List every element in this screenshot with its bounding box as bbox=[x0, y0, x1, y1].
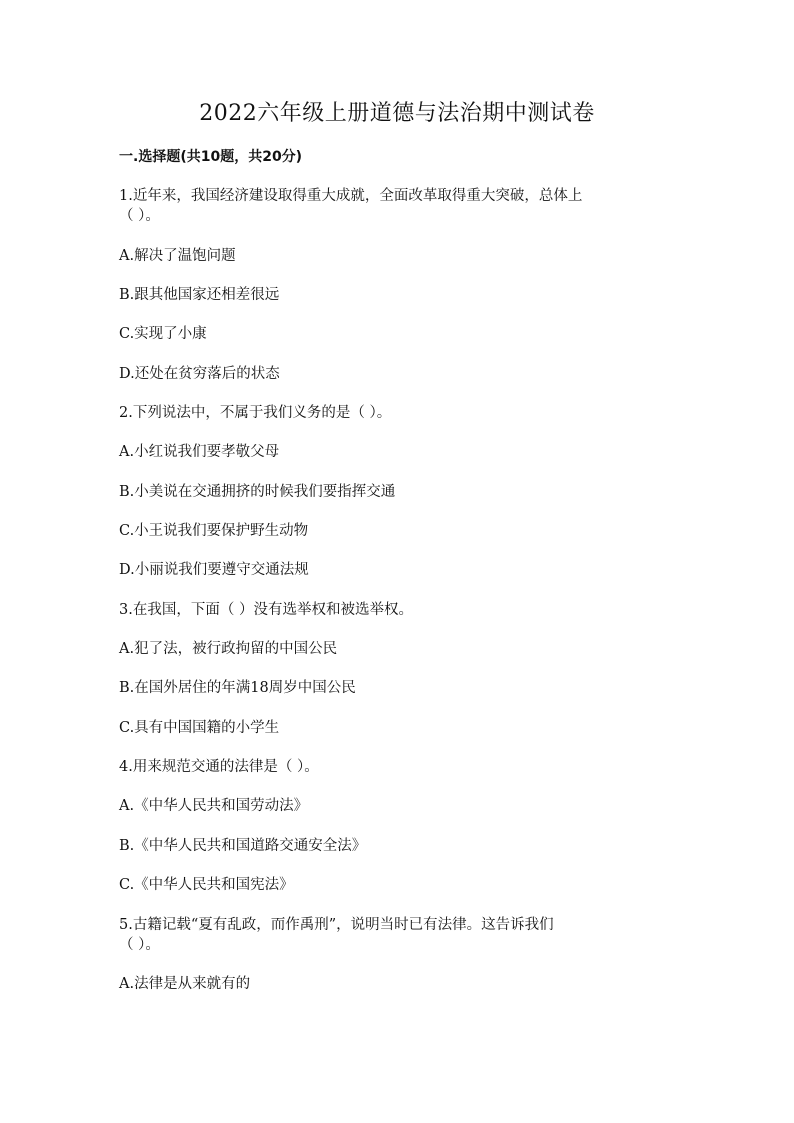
question-3-option-c: C.具有中国国籍的小学生 bbox=[119, 720, 280, 736]
question-1-option-a: A.解决了温饱问题 bbox=[119, 248, 236, 264]
question-5-text: 5.古籍记载“夏有乱政，而作禹刑”，说明当时已有法律。这告诉我们 bbox=[119, 917, 554, 933]
question-2-text: 2.下列说法中，不属于我们义务的是（ ）。 bbox=[119, 405, 392, 421]
question-1-option-b: B.跟其他国家还相差很远 bbox=[119, 287, 280, 303]
question-3-text: 3.在我国，下面（ ）没有选举权和被选举权。 bbox=[119, 602, 413, 618]
question-4-text: 4.用来规范交通的法律是（ ）。 bbox=[119, 759, 319, 775]
question-1-text: 1.近年来，我国经济建设取得重大成就，全面改革取得重大突破，总体上 bbox=[119, 188, 583, 204]
question-3-option-a: A.犯了法，被行政拘留的中国公民 bbox=[119, 641, 338, 657]
question-5-blank: （ ）。 bbox=[119, 937, 160, 953]
question-2-option-c: C.小王说我们要保护野生动物 bbox=[119, 523, 309, 539]
question-3-option-b: B.在国外居住的年满18周岁中国公民 bbox=[119, 680, 356, 696]
question-4-option-b: B.《中华人民共和国道路交通安全法》 bbox=[119, 838, 367, 854]
question-5-option-a: A.法律是从来就有的 bbox=[119, 976, 251, 992]
question-1-blank: （ ）。 bbox=[119, 208, 160, 224]
question-4-option-c: C.《中华人民共和国宪法》 bbox=[119, 877, 294, 893]
page-title: 2022六年级上册道德与法治期中测试卷 bbox=[199, 101, 595, 126]
question-2-option-b: B.小美说在交通拥挤的时候我们要指挥交通 bbox=[119, 484, 396, 500]
question-2-option-d: D.小丽说我们要遵守交通法规 bbox=[119, 562, 309, 578]
question-2-option-a: A.小红说我们要孝敬父母 bbox=[119, 444, 280, 460]
question-4-option-a: A.《中华人民共和国劳动法》 bbox=[119, 798, 309, 814]
section-heading: 一.选择题(共10题，共20分) bbox=[119, 149, 303, 165]
question-1-option-c: C.实现了小康 bbox=[119, 326, 207, 342]
question-1-option-d: D.还处在贫穷落后的状态 bbox=[119, 366, 280, 382]
